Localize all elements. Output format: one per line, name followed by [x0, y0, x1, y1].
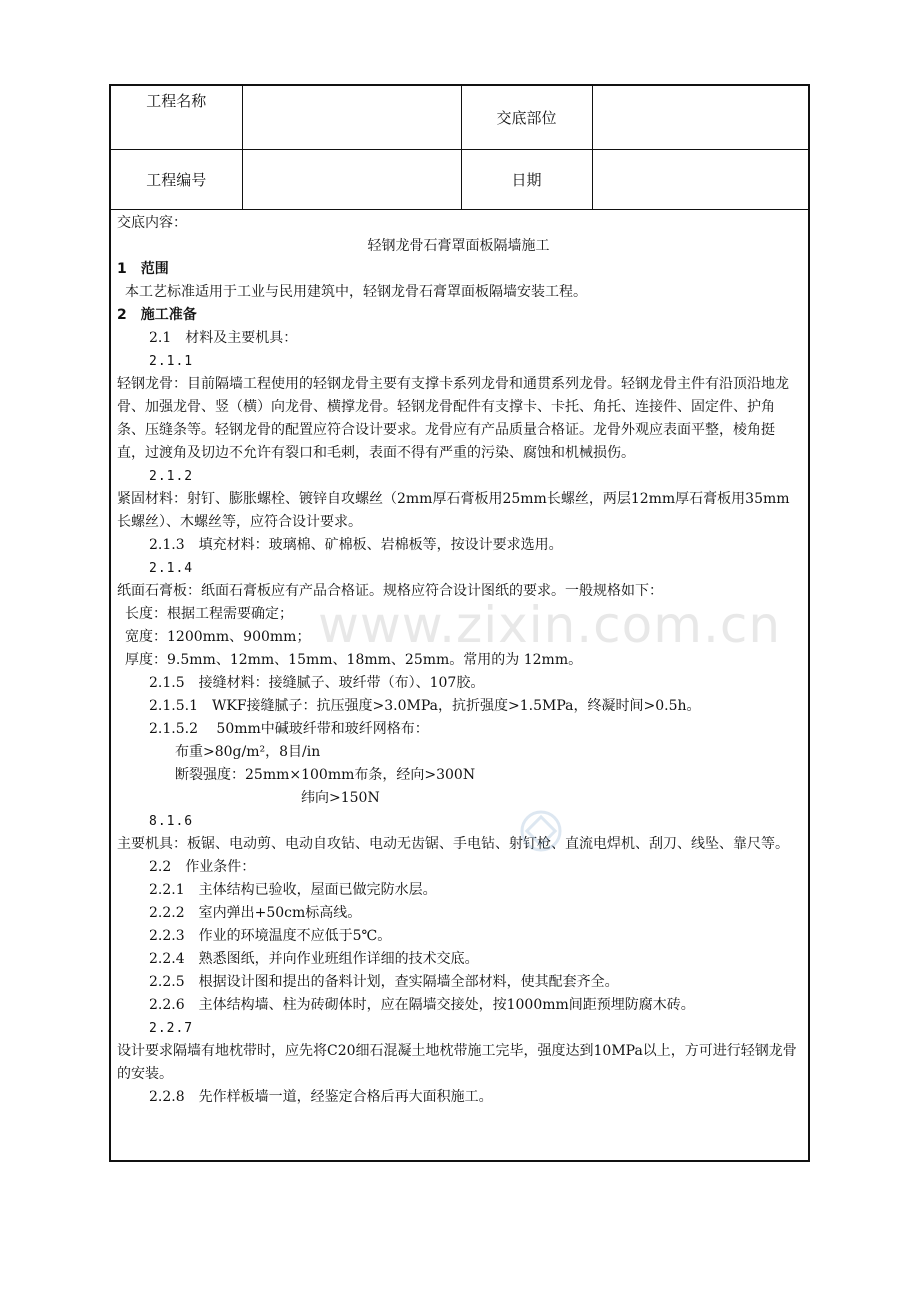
section-2-2-4: 2.2.4 熟悉图纸，并向作业班组作详细的技术交底。	[149, 951, 479, 967]
section-2-2-1: 2.2.1 主体结构已验收，屋面已做完防水层。	[149, 882, 437, 898]
project-name-value[interactable]	[242, 86, 461, 150]
section-8-1-6: 8.1.6	[149, 814, 194, 829]
section-2-1-5-1: 2.1.5.1 WKF接缝腻子：抗压强度>3.0MPa，抗折强度>1.5MPa，终凝时间>0.5h。	[149, 698, 701, 714]
section-2-1-2: 2.1.2	[149, 469, 194, 484]
section-2-2-7-text: 设计要求隔墙有地枕带时，应先将C20细石混凝土地枕带施工完毕，强度达到10MPa以上，方可进行轻钢龙骨的安装。	[117, 1043, 797, 1082]
section-2-1-5: 2.1.5 接缝材料：接缝腻子、玻纤带（布）、107胶。	[149, 675, 485, 691]
section-2-heading: 2 施工准备	[117, 307, 197, 323]
section-2-1-4: 2.1.4	[149, 561, 194, 576]
project-name-label: 工程名称	[111, 86, 242, 150]
spec-length: 长度：根据工程需要确定；	[125, 606, 293, 622]
section-2-1: 2.1 材料及主要机具：	[149, 330, 298, 346]
watermark-text: www.zixin.com.cn	[318, 596, 782, 654]
section-2-1-4-text: 纸面石膏板：纸面石膏板应有产品合格证。规格应符合设计图纸的要求。一般规格如下：	[117, 583, 663, 599]
break-strength: 断裂强度：25mm×100mm布条，经向>300N	[175, 767, 476, 783]
section-2-2-3: 2.2.3 作业的环境温度不应低于5℃。	[149, 928, 392, 944]
section-2-1-5-2: 2.1.5.2 50mm中碱玻纤带和玻纤网格布：	[149, 721, 429, 737]
date-value[interactable]	[592, 150, 810, 210]
section-1-text: 本工艺标准适用于工业与民用建筑中，轻钢龙骨石膏罩面板隔墙安装工程。	[125, 284, 587, 300]
spec-thickness: 厚度：9.5mm、12mm、15mm、18mm、25mm。常用的为 12mm。	[125, 652, 583, 668]
spec-width: 宽度：1200mm、900mm；	[125, 629, 311, 645]
handover-part-value[interactable]	[592, 86, 810, 150]
section-2-2-5: 2.2.5 根据设计图和提出的备料计划，查实隔墙全部材料，使其配套齐全。	[149, 974, 619, 990]
date-label: 日期	[461, 150, 592, 210]
section-1-heading: 1 范围	[117, 261, 169, 277]
section-2-2-6: 2.2.6 主体结构墙、柱为砖砌体时，应在隔墙交接处，按1000mm间距预埋防腐木砖。	[149, 997, 695, 1013]
handover-part-label: 交底部位	[461, 86, 592, 150]
watermark-logo-icon	[518, 808, 564, 854]
section-2-1-2-text: 紧固材料：射钉、膨胀螺栓、镀锌自攻螺丝（2mm厚石膏板用25mm长螺丝，两层12mm厚石膏板用35mm长螺丝）、木螺丝等，应符合设计要求。	[117, 491, 790, 530]
cloth-weight: 布重>80g/m²，8目/in	[175, 744, 321, 760]
header-table	[111, 86, 810, 210]
weft-strength: 纬向>150N	[301, 790, 380, 806]
section-8-1-6-text: 主要机具：板锯、电动剪、电动自攻钻、电动无齿锯、手电钻、射钉枪、直流电焊机、刮刀、线坠、靠尺等。	[117, 836, 789, 852]
section-2-1-1-text: 轻钢龙骨：目前隔墙工程使用的轻钢龙骨主要有支撑卡系列龙骨和通贯系列龙骨。轻钢龙骨主件有沿顶沿地龙骨、加强龙骨、竖（横）向龙骨、横撑龙骨。轻钢龙骨配件有支撑卡、卡托、角托、连接件、固定件、护角条、压缝条等。轻钢龙骨的配置应符合设计要求。龙骨应有产品质量合格证。龙骨外观应表面平整，棱角挺直，过渡角及切边不允许有裂口和毛刺，表面不得有严重的污染、腐蚀和机械损伤。	[117, 376, 789, 461]
section-2-2: 2.2 作业条件：	[149, 859, 256, 875]
handover-content	[111, 210, 808, 1109]
section-2-2-7: 2.2.7	[149, 1021, 194, 1036]
handover-label: 交底内容：	[117, 215, 187, 231]
project-number-value[interactable]	[242, 150, 461, 210]
project-number-label: 工程编号	[111, 150, 242, 210]
section-2-1-3: 2.1.3 填充材料：玻璃棉、矿棉板、岩棉板等，按设计要求选用。	[149, 537, 563, 553]
handover-sheet	[109, 84, 810, 1162]
section-2-1-1: 2.1.1	[149, 354, 194, 369]
section-2-2-8: 2.2.8 先作样板墙一道，经鉴定合格后再大面积施工。	[149, 1089, 493, 1105]
section-2-2-2: 2.2.2 室内弹出+50cm标高线。	[149, 905, 362, 921]
doc-title: 轻钢龙骨石膏罩面板隔墙施工	[367, 238, 550, 254]
